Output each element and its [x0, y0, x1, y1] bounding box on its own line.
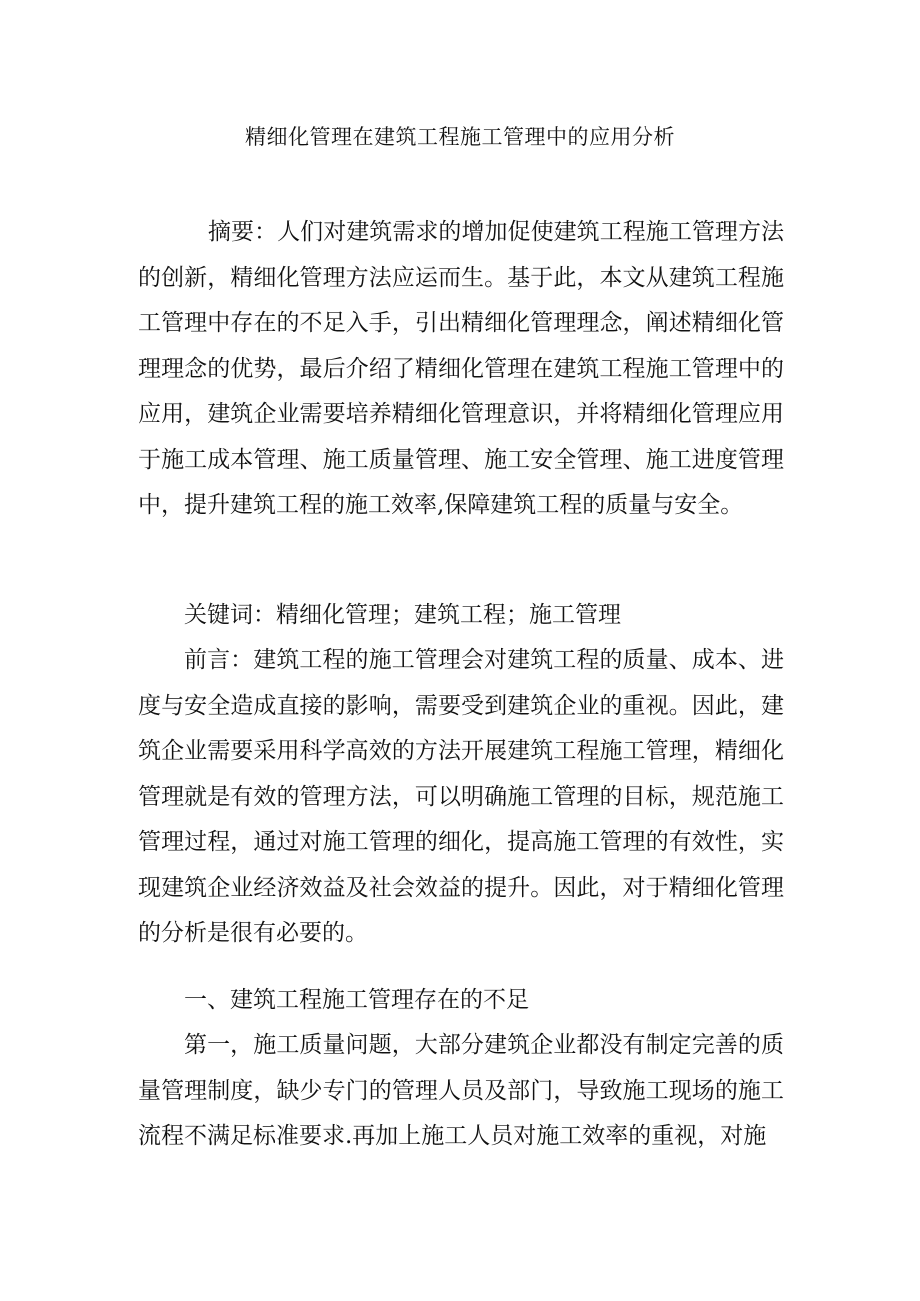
- preface-paragraph: 前言：建筑工程的施工管理会对建筑工程的质量、成本、进度与安全造成直接的影响，需要受到建筑企业的重视。因此，建筑企业需要采用科学高效的方法开展建筑工程施工管理，精细化管理就是有效的管理方法，可以明确施工管理的目标，规范施工管理过程，通过对施工管理的细化，提高施工管理的有效性，实现建筑企业经济效益及社会效益的提升。因此，对于精细化管理的分析是很有必要的。: [138, 647, 784, 946]
- section-1-paragraph-1: 第一，施工质量问题，大部分建筑企业都没有制定完善的质量管理制度，缺少专门的管理人员及部门，导致施工现场的施工流程不满足标准要求.再加上施工人员对施工效率的重视，对施: [138, 1032, 784, 1149]
- section-heading-1: 一、建筑工程施工管理存在的不足: [184, 987, 529, 1013]
- document-title: 精细化管理在建筑工程施工管理中的应用分析: [245, 125, 675, 149]
- keywords-line: 关键词：精细化管理；建筑工程；施工管理: [184, 602, 621, 628]
- abstract-paragraph: 摘要：人们对建筑需求的增加促使建筑工程施工管理方法的创新，精细化管理方法应运而生。基于此，本文从建筑工程施工管理中存在的不足入手，引出精细化管理理念，阐述精细化管理理念的优势，最后介绍了精细化管理在建筑工程施工管理中的应用，建筑企业需要培养精细化管理意识，并将精细化管理应用于施工成本管理、施工质量管理、施工安全管理、施工进度管理中，提升建筑工程的施工效率,保障建筑工程的质量与安全。: [138, 219, 784, 518]
